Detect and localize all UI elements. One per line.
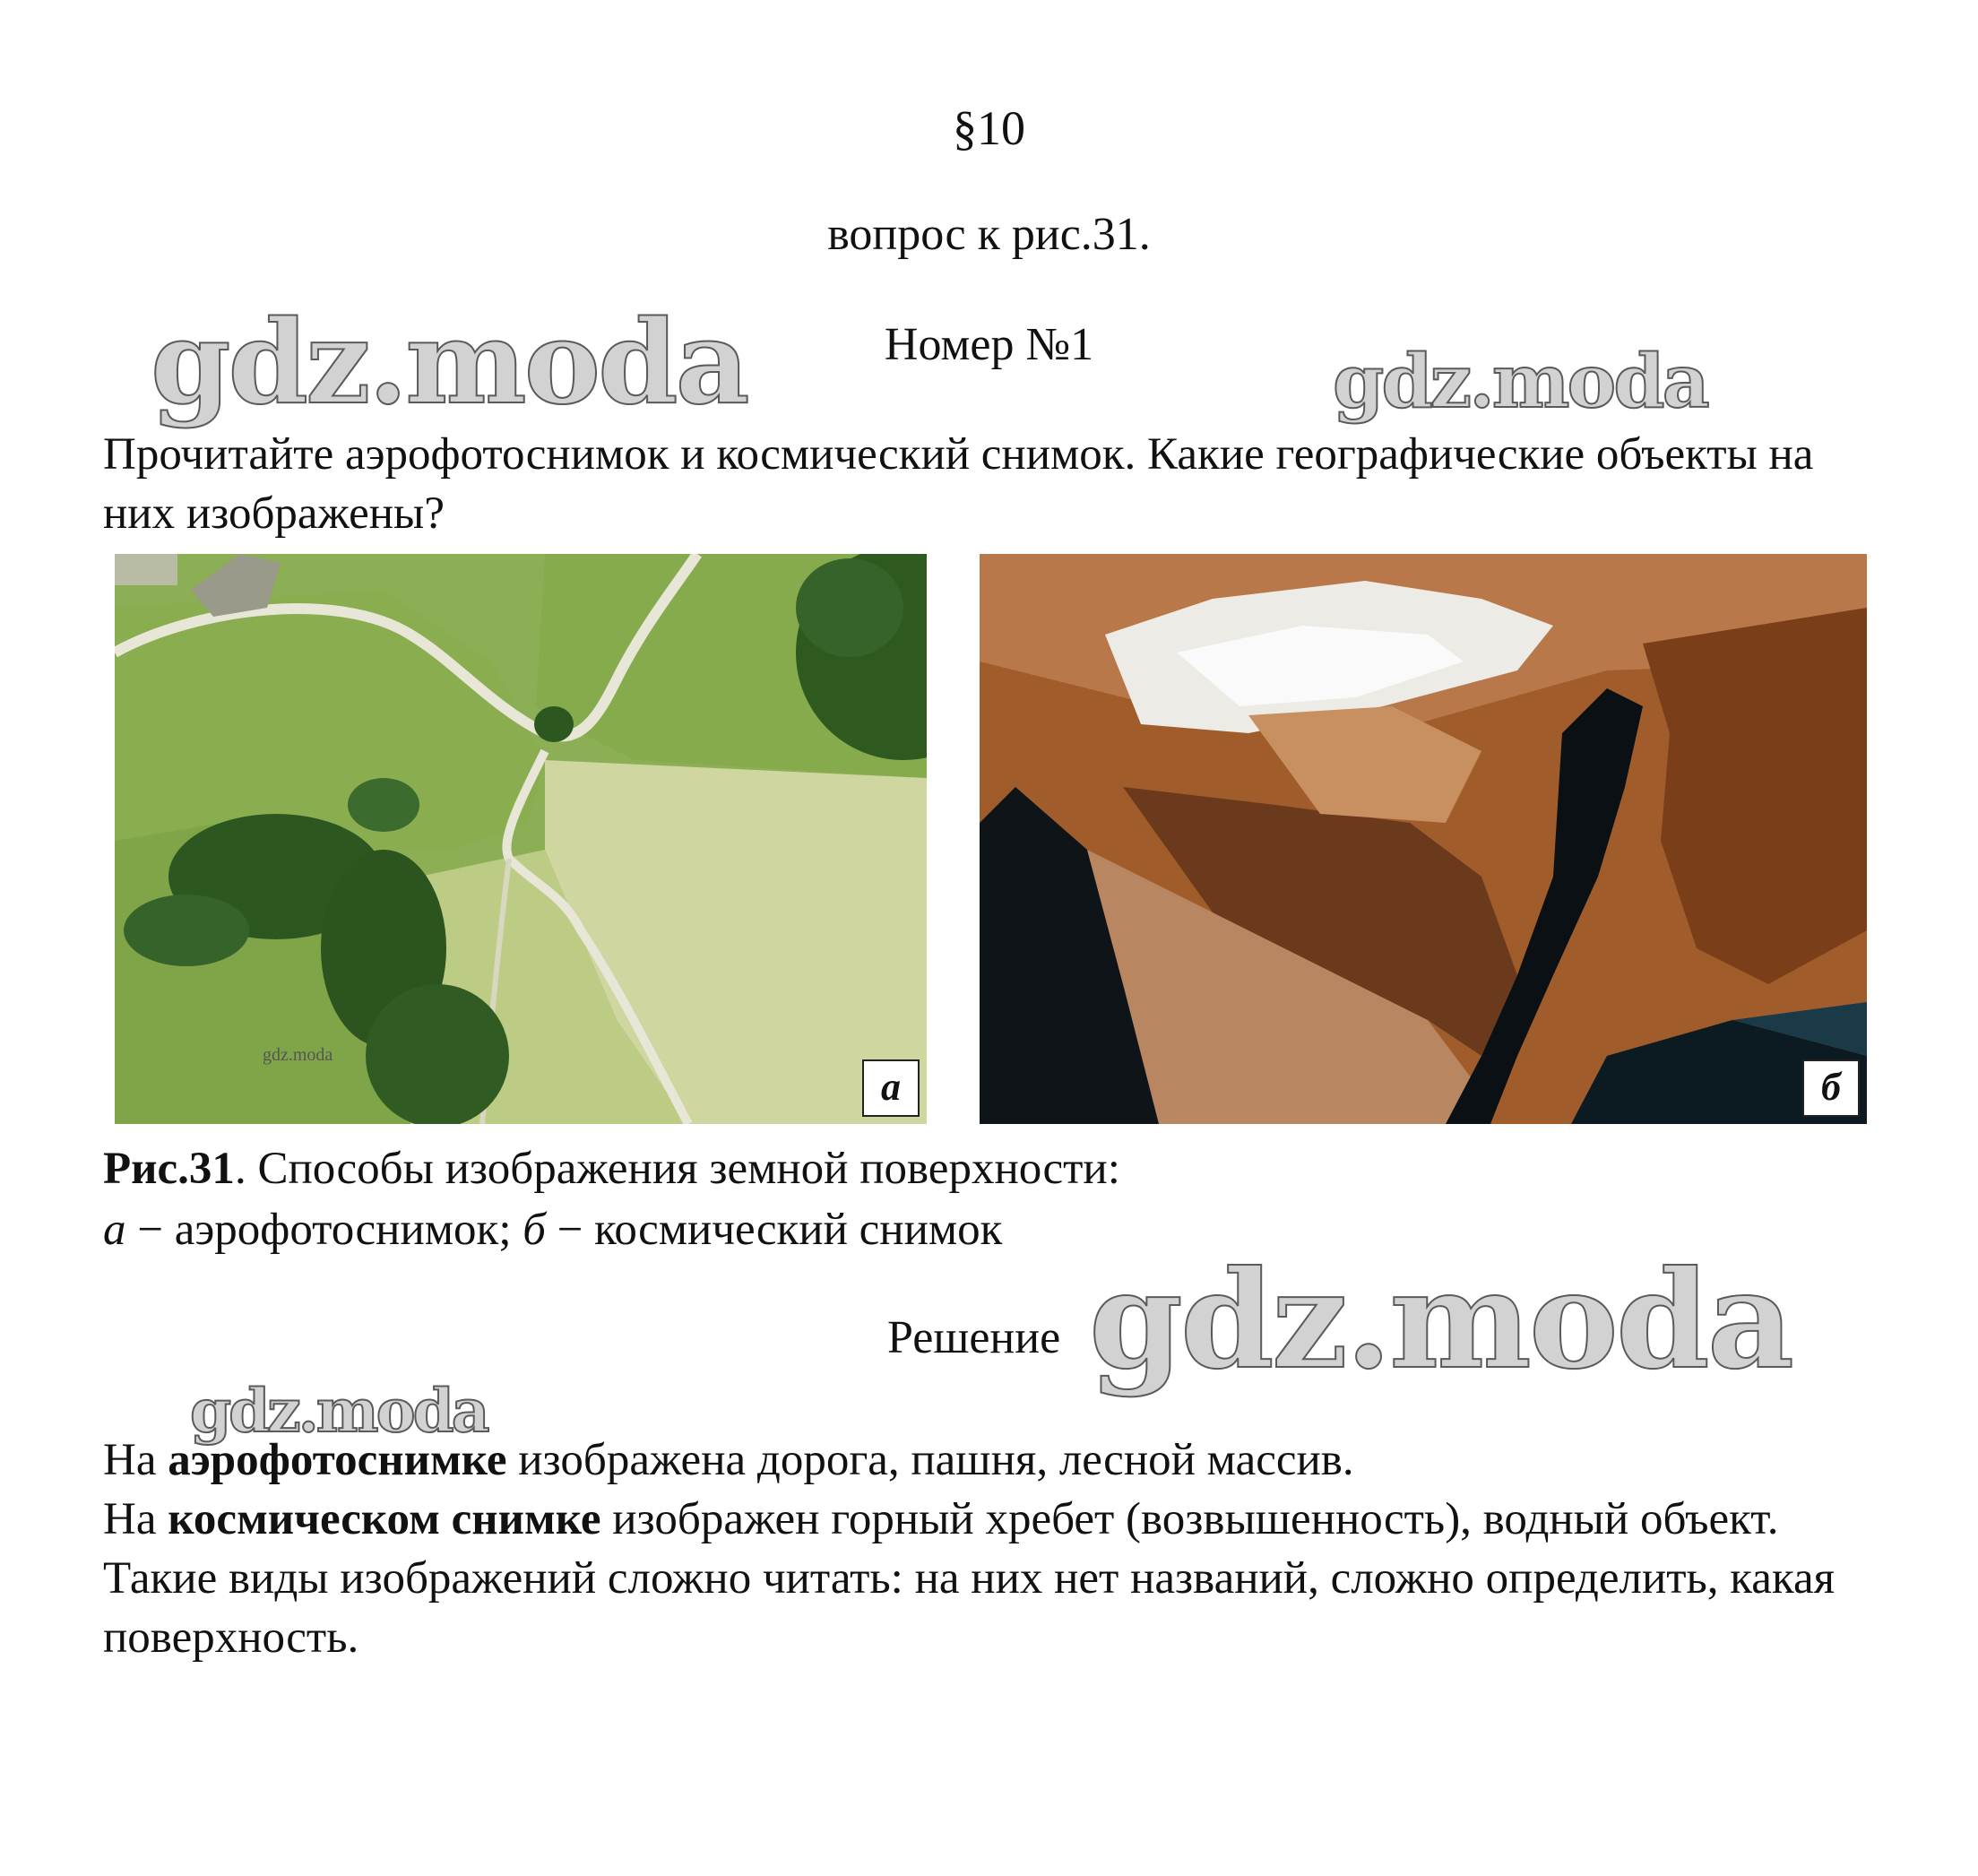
caption-title: . Способы изображения земной поверхности: [234, 1144, 1120, 1194]
watermark-logo: gdz.moda [1333, 339, 1707, 425]
answer-text [103, 1431, 1896, 1667]
answer-line-3: Такие виды изображений сложно читать: на них нет названий, сложно определить, какая поверхность. [103, 1553, 1835, 1663]
aerial-photo [115, 554, 927, 1124]
photo-label-b: б [1802, 1059, 1860, 1117]
satellite-image [980, 554, 1867, 1124]
caption-figure-number: Рис.31 [103, 1144, 235, 1194]
answer-line-2 [103, 1490, 1896, 1549]
answer-2-bold: космическом снимке [168, 1494, 601, 1544]
caption-letter-a: а [103, 1205, 126, 1255]
watermark-logo: gdz.moda [190, 1376, 488, 1446]
answer-2-text: изображен горный хребет (возвышенность), водный объект. [600, 1494, 1779, 1544]
inner-watermark: gdz.moda [263, 1045, 333, 1065]
watermark-logo: gdz.moda [1089, 1241, 1792, 1399]
caption-b-text: − космический снимок [545, 1205, 1003, 1255]
answer-1-prefix: На [103, 1435, 168, 1485]
watermark-logo: gdz.moda [151, 296, 747, 430]
task-text: Прочитайте аэрофотоснимок и космический снимок. Какие географические объекты на них изображены? [103, 429, 1814, 539]
caption-letter-b: б [523, 1205, 546, 1255]
section-number: §10 [953, 101, 1025, 155]
answer-1-text: изображена дорога, пашня, лесной массив. [506, 1435, 1354, 1485]
caption-a-text: − аэрофотоснимок; [125, 1205, 523, 1255]
answer-1-bold: аэрофотоснимке [168, 1435, 507, 1485]
photo-label-a: а [862, 1059, 920, 1117]
solution-title: Решение [887, 1312, 1061, 1363]
answer-2-prefix: На [103, 1494, 168, 1544]
task-number: Номер №1 [884, 319, 1094, 370]
question-title: вопрос к рис.31. [827, 209, 1151, 260]
